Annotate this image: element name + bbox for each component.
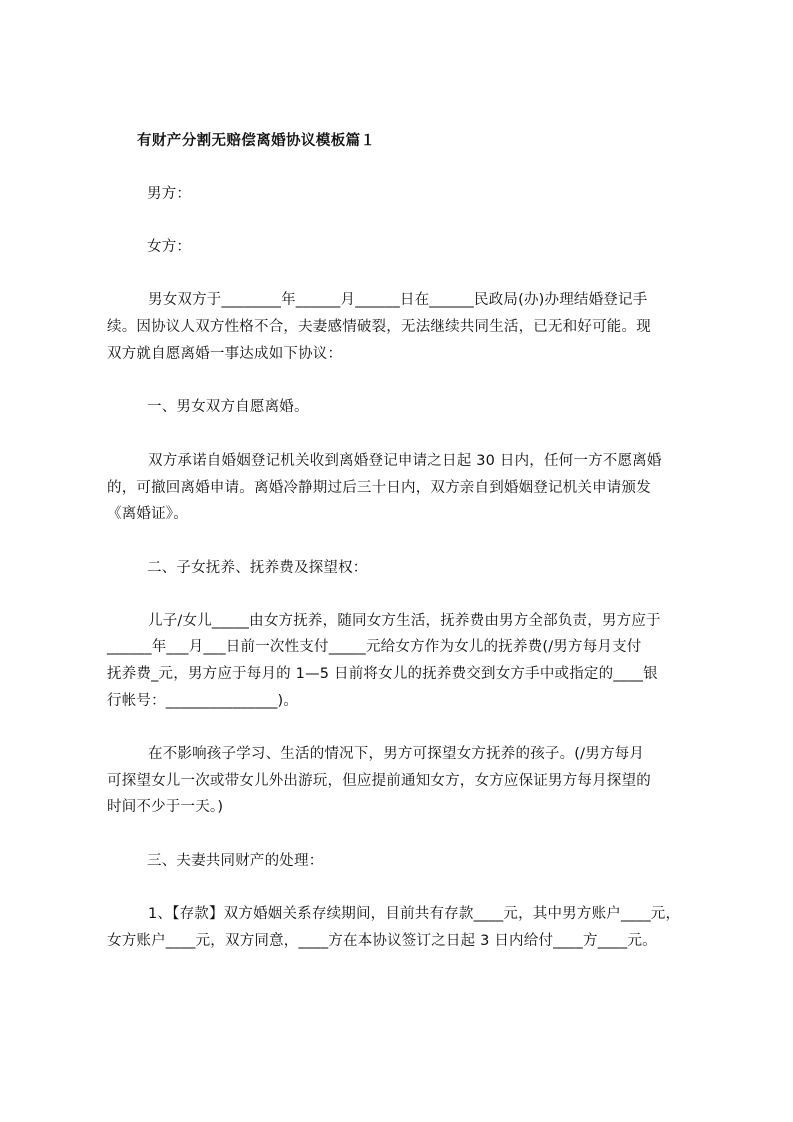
section2-para2-line-3: 时间不少于一天。) [107, 799, 224, 815]
section1-line-2: 的，可撤回离婚申请。离婚冷静期过后三十日内，双方亲自到婚姻登记机关申请颁发 [107, 480, 651, 496]
section2-heading: 二、子女抚养、抚养费及探望权： [147, 560, 368, 576]
woman-label: 女方： [147, 239, 192, 255]
section2-para2-line-2: 可探望女儿一次或带女儿外出游玩，但应提前通知女方，女方应保证男方每月探望的 [107, 773, 651, 789]
section2-para1-line-2: ______年___月___日前一次性支付_____元给女方作为女儿的抚养费(/男方每月支付 [107, 639, 642, 655]
document-title: 有财产分割无赔偿离婚协议模板篇１ [137, 133, 376, 149]
section1-line-3: 《离婚证》。 [107, 506, 188, 522]
section3-heading: 三、夫妻共同财产的处理： [147, 853, 324, 869]
section3-item1-line-2: 女方账户____元，双方同意，____方在本协议签订之日起 3 日内给付____方____元。 [107, 933, 657, 949]
section2-para1-line-4: 行帐号：_______________)。 [107, 693, 299, 709]
section2-para2-line-1: 在不影响孩子学习、生活的情况下，男方可探望女方抚养的孩子。(/男方每月 [148, 746, 645, 762]
man-label: 男方： [147, 186, 192, 202]
section1-heading: 一、男女双方自愿离婚。 [147, 399, 309, 415]
intro-line-2: 续。因协议人双方性格不合，夫妻感情破裂，无法继续共同生活，已无和好可能。现 [107, 319, 651, 335]
intro-line-1: 男女双方于________年______月______日在______民政局(办)办理结婚登记手 [148, 292, 648, 308]
section2-para1-line-3: 抚养费_元，男方应于每月的 1—5 日前将女儿的抚养费交到女方手中或指定的____银 [107, 666, 658, 682]
section1-line-1: 双方承诺自婚姻登记机关收到离婚登记申请之日起 30 日内，任何一方不愿离婚 [148, 453, 662, 469]
intro-line-3: 双方就自愿离婚一事达成如下协议： [107, 346, 343, 362]
section3-item1-line-1: 1、【存款】双方婚姻关系存续期间，目前共有存款____元，其中男方账户____元， [148, 906, 681, 922]
section2-para1-line-1: 儿子/女儿_____由女方抚养，随同女方生活，抚养费由男方全部负责，男方应于 [148, 613, 661, 629]
